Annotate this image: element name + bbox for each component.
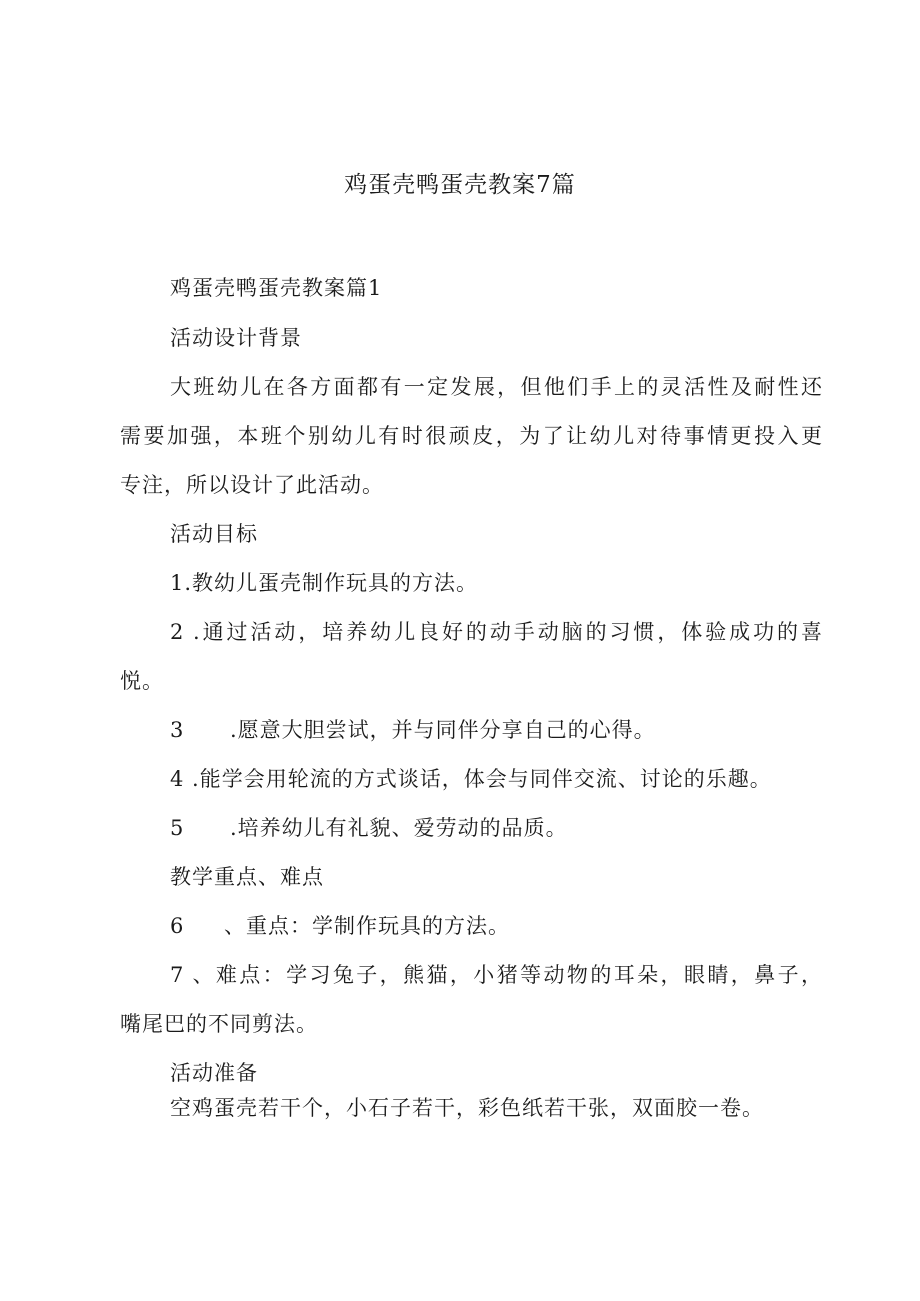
item-number: 3 [170, 718, 185, 742]
subheading-background: 活动设计背景 [170, 326, 302, 350]
item-text: 、重点：学制作玩具的方法。 [224, 914, 510, 938]
item-text: .培养幼儿有礼貌、爱劳动的品质。 [230, 816, 568, 840]
paragraph-line: 需要加强，本班个别幼儿有时很顽皮，为了让幼儿对待事情更投入更 [120, 424, 822, 448]
paragraph-line: 大班幼儿在各方面都有一定发展，但他们手上的灵活性及耐性还 [170, 375, 822, 399]
goal-item: 2 .通过活动，培养幼儿良好的动手动脑的习惯，体验成功的喜 [170, 620, 822, 644]
item-number: 6 [170, 914, 185, 938]
key-point-item-continued: 嘴尾巴的不同剪法。 [120, 1012, 318, 1036]
goal-item [170, 812, 568, 842]
goal-item-continued: 悦。 [120, 669, 164, 693]
paragraph-line: 专注，所以设计了此活动。 [120, 473, 384, 497]
preparation-text: 空鸡蛋壳若干个，小石子若干，彩色纸若干张，双面胶一卷。 [170, 1096, 764, 1120]
goal-item [170, 714, 656, 744]
subheading-goals: 活动目标 [170, 522, 258, 546]
subheading-key-points: 教学重点、难点 [170, 865, 324, 889]
key-point-item: 7 、难点：学习兔子，熊猫，小猪等动物的耳朵，眼睛，鼻子， [170, 963, 822, 987]
item-text: .愿意大胆尝试，并与同伴分享自己的心得。 [230, 718, 656, 742]
goal-item: 4 .能学会用轮流的方式谈话，体会与同伴交流、讨论的乐趣。 [170, 767, 772, 791]
section-heading: 鸡蛋壳鸭蛋壳教案篇1 [170, 276, 383, 300]
item-number: 5 [170, 816, 185, 840]
subheading-preparation: 活动准备 [170, 1061, 258, 1085]
key-point-item [170, 910, 510, 940]
document-title: 鸡蛋壳鸭蛋壳教案7篇 [344, 172, 576, 198]
goal-item: 1.教幼儿蛋壳制作玩具的方法。 [170, 571, 479, 595]
